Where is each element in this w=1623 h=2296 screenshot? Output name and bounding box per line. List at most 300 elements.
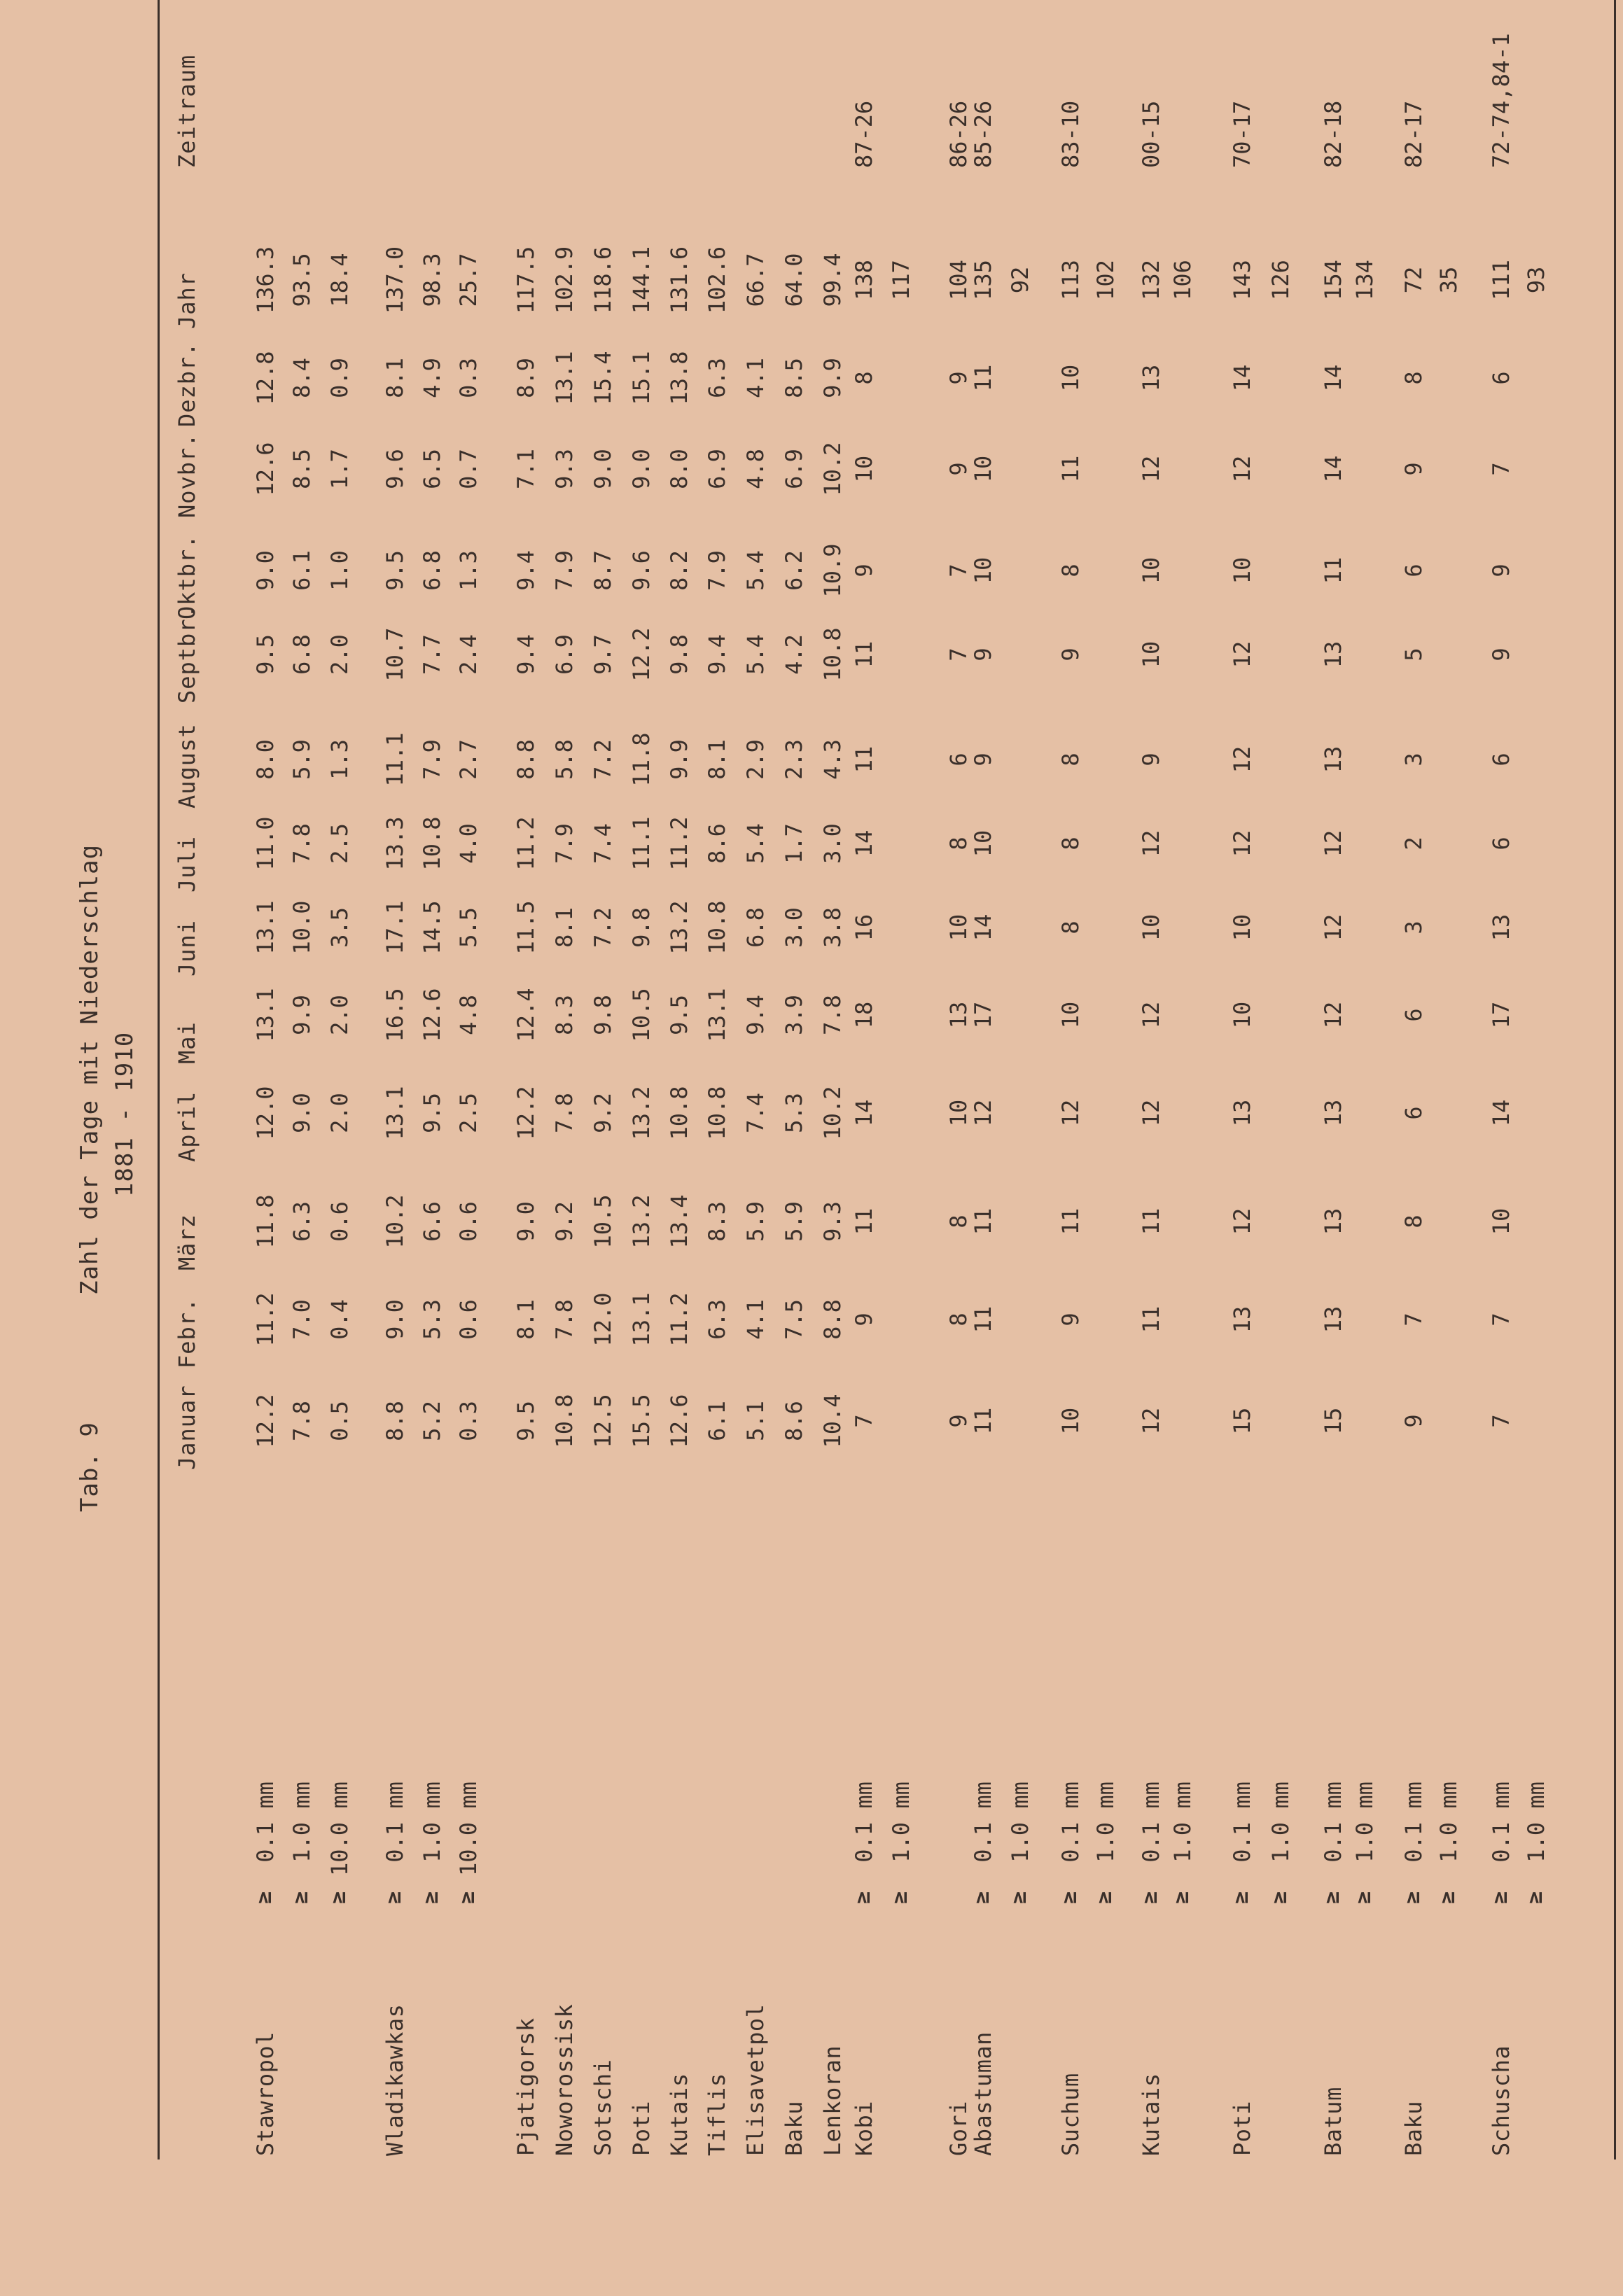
column-header: Zeitraum — [174, 54, 200, 168]
month-value-cell: 9.9 — [666, 739, 692, 780]
month-value-cell: 11 — [1138, 1306, 1164, 1334]
station-name: Batum — [1320, 2087, 1346, 2156]
month-value-cell: 9.0 — [382, 1299, 408, 1340]
year-total-cell: 144.1 — [628, 246, 655, 314]
month-value-cell: 6.5 — [419, 449, 445, 489]
table-row — [1435, 0, 1461, 2296]
table-row — [1092, 0, 1117, 2296]
month-value-cell: 11 — [970, 1208, 996, 1236]
month-value-cell: 1.7 — [781, 823, 807, 864]
month-value-cell: 13 — [1320, 1099, 1346, 1127]
month-value-cell: 11 — [1138, 1208, 1164, 1236]
column-header: Febr. — [174, 1297, 200, 1368]
period-cell: 00-15 — [1138, 100, 1164, 168]
month-value-cell: 8.0 — [666, 449, 692, 489]
month-value-cell: 7 — [1488, 462, 1514, 476]
year-total-cell: 64.0 — [781, 253, 807, 307]
month-value-cell: 11 — [1320, 556, 1346, 584]
month-value-cell: 12.6 — [252, 442, 279, 496]
month-value-cell: 9.5 — [666, 995, 692, 1035]
month-value-cell: 10.8 — [704, 900, 730, 955]
month-value-cell: 12.2 — [628, 627, 655, 682]
month-value-cell: 5.4 — [742, 550, 769, 591]
table-row — [1007, 0, 1032, 2296]
threshold-symbol: ≥ — [1351, 1891, 1376, 1904]
threshold-value: 1.0 mm — [288, 1782, 315, 1876]
month-value-cell: 4.8 — [455, 995, 482, 1035]
month-value-cell: 3.8 — [819, 907, 846, 948]
month-value-cell: 4.1 — [742, 1299, 769, 1340]
column-header: Jahr — [174, 272, 200, 329]
threshold-symbol: ≥ — [1057, 1891, 1082, 1904]
month-value-cell: 0.5 — [326, 1401, 353, 1441]
month-value-cell: 12 — [1138, 1407, 1164, 1435]
table-row — [252, 0, 277, 2296]
month-value-cell: 11 — [851, 640, 877, 668]
year-total-cell: 117 — [888, 260, 914, 300]
month-value-cell: 5.3 — [781, 1093, 807, 1133]
month-value-cell: 7.9 — [419, 739, 445, 780]
threshold-value: 0.1 mm — [1320, 1782, 1346, 1876]
month-value-cell: 9.8 — [628, 907, 655, 948]
month-value-cell: 11.1 — [382, 732, 408, 787]
month-value-cell: 10.2 — [819, 1086, 846, 1140]
table-number: Tab. 9 — [76, 1422, 104, 1512]
month-value-cell: 8 — [945, 1312, 972, 1326]
month-value-cell: 7.5 — [781, 1299, 807, 1340]
month-value-cell: 12.5 — [590, 1394, 616, 1448]
station-name: Abastuman — [970, 2031, 996, 2156]
table-row — [628, 0, 653, 2296]
month-value-cell: 2.9 — [742, 739, 769, 780]
period-cell: 82-17 — [1400, 100, 1427, 168]
year-total-cell: 35 — [1435, 266, 1462, 294]
year-total-cell: 93 — [1523, 266, 1549, 294]
month-value-cell: 9.3 — [819, 1201, 846, 1242]
month-value-cell: 14 — [1320, 364, 1346, 392]
month-value-cell: 5.8 — [551, 739, 578, 780]
threshold-value: 0.1 mm — [970, 1782, 996, 1876]
table-row — [888, 0, 913, 2296]
month-value-cell: 5.5 — [455, 907, 482, 948]
column-header: Juni — [174, 919, 200, 976]
threshold-symbol: ≥ — [1092, 1891, 1117, 1904]
table-row — [288, 0, 314, 2296]
month-value-cell: 15.4 — [590, 351, 616, 405]
month-value-cell: 10 — [1057, 364, 1084, 392]
month-value-cell: 12 — [1229, 640, 1255, 668]
month-value-cell: 9.0 — [513, 1201, 539, 1242]
threshold-symbol: ≥ — [1488, 1891, 1512, 1904]
table-period: 1881 - 1910 — [111, 1031, 139, 1197]
month-value-cell: 13.1 — [628, 1292, 655, 1347]
threshold-symbol: ≥ — [382, 1891, 406, 1904]
threshold-symbol: ≥ — [1267, 1891, 1292, 1904]
year-total-cell: 72 — [1400, 266, 1427, 294]
threshold-symbol: ≥ — [888, 1891, 912, 1904]
table-row — [419, 0, 444, 2296]
month-value-cell: 10 — [970, 830, 996, 858]
month-value-cell: 13.1 — [252, 988, 279, 1042]
station-name: Lenkoran — [819, 2045, 846, 2156]
table-row — [1057, 0, 1082, 2296]
month-value-cell: 8.1 — [704, 739, 730, 780]
column-header: Januar — [174, 1385, 200, 1470]
year-total-cell: 99.4 — [819, 253, 846, 307]
station-name: Baku — [781, 2100, 807, 2156]
table-row — [1138, 0, 1163, 2296]
month-value-cell: 6.8 — [288, 634, 315, 675]
year-total-cell: 113 — [1057, 260, 1084, 300]
column-header: Dezbr. — [174, 342, 200, 427]
month-value-cell: 17 — [1488, 1001, 1514, 1029]
month-value-cell: 11 — [851, 746, 877, 774]
month-value-cell: 8 — [1400, 1214, 1427, 1228]
month-value-cell: 7.4 — [742, 1093, 769, 1133]
month-value-cell: 11.0 — [252, 816, 279, 871]
table-row — [1267, 0, 1293, 2296]
month-value-cell: 6.2 — [781, 550, 807, 591]
month-value-cell: 13.1 — [382, 1086, 408, 1140]
month-value-cell: 9.6 — [628, 550, 655, 591]
month-value-cell: 9.2 — [551, 1201, 578, 1242]
month-value-cell: 2.0 — [326, 634, 353, 675]
station-name: Kutais — [666, 2073, 692, 2156]
month-value-cell: 9.8 — [590, 995, 616, 1035]
month-value-cell: 13 — [1320, 746, 1346, 774]
station-name: Pjatigorsk — [513, 2017, 539, 2156]
threshold-value: 0.1 mm — [851, 1782, 877, 1876]
month-value-cell: 0.6 — [326, 1201, 353, 1242]
month-value-cell: 10.5 — [628, 988, 655, 1042]
month-value-cell: 7.2 — [590, 907, 616, 948]
month-value-cell: 6 — [1488, 836, 1514, 850]
month-value-cell: 12 — [1138, 1001, 1164, 1029]
year-total-cell: 154 — [1320, 260, 1346, 300]
year-total-cell: 92 — [1007, 266, 1033, 294]
column-header: Oktbr. — [174, 534, 200, 620]
station-name: Noworossisk — [551, 2003, 578, 2156]
year-total-cell: 104 — [945, 260, 972, 300]
month-value-cell: 2.0 — [326, 995, 353, 1035]
station-name: Schuscha — [1488, 2045, 1514, 2156]
month-value-cell: 5.4 — [742, 634, 769, 675]
month-value-cell: 6.3 — [704, 1299, 730, 1340]
threshold-symbol: ≥ — [1400, 1891, 1425, 1904]
month-value-cell: 6.9 — [551, 634, 578, 675]
month-value-cell: 8.8 — [513, 739, 539, 780]
month-value-cell: 17 — [970, 1001, 996, 1029]
month-value-cell: 13.2 — [628, 1194, 655, 1249]
month-value-cell: 12 — [1320, 830, 1346, 858]
month-value-cell: 2 — [1400, 836, 1427, 850]
month-value-cell: 12.2 — [513, 1086, 539, 1140]
month-value-cell: 10.9 — [819, 543, 846, 598]
month-value-cell: 6.6 — [419, 1201, 445, 1242]
month-value-cell: 12 — [1229, 1208, 1255, 1236]
month-value-cell: 0.3 — [455, 358, 482, 398]
threshold-value: 0.1 mm — [1138, 1782, 1164, 1876]
month-value-cell: 13.3 — [382, 816, 408, 871]
month-value-cell: 10 — [1057, 1001, 1084, 1029]
month-value-cell: 6.1 — [288, 550, 315, 591]
month-value-cell: 10 — [945, 1099, 972, 1127]
month-value-cell: 7 — [1400, 1312, 1427, 1326]
threshold-symbol: ≥ — [252, 1891, 277, 1904]
month-value-cell: 13 — [945, 1001, 972, 1029]
month-value-cell: 2.5 — [455, 1093, 482, 1133]
threshold-value: 1.0 mm — [419, 1782, 445, 1876]
month-value-cell: 3.0 — [819, 823, 846, 864]
threshold-symbol: ≥ — [1138, 1891, 1162, 1904]
month-value-cell: 9 — [1488, 564, 1514, 578]
month-value-cell: 8.8 — [819, 1299, 846, 1340]
month-value-cell: 12 — [1229, 455, 1255, 483]
month-value-cell: 7 — [945, 648, 972, 662]
threshold-symbol: ≥ — [326, 1891, 351, 1904]
month-value-cell: 2.7 — [455, 739, 482, 780]
month-value-cell: 13 — [1229, 1306, 1255, 1334]
month-value-cell: 12.0 — [590, 1292, 616, 1347]
month-value-cell: 10 — [851, 455, 877, 483]
month-value-cell: 7.4 — [590, 823, 616, 864]
month-value-cell: 8.5 — [781, 358, 807, 398]
month-value-cell: 12.8 — [252, 351, 279, 405]
threshold-value: 0.1 mm — [1057, 1782, 1084, 1876]
month-value-cell: 6.1 — [704, 1401, 730, 1441]
table-row — [781, 0, 806, 2296]
station-name: Poti — [628, 2100, 655, 2156]
month-value-cell: 5.4 — [742, 823, 769, 864]
month-value-cell: 15.1 — [628, 351, 655, 405]
threshold-symbol: ≥ — [288, 1891, 313, 1904]
month-value-cell: 5.9 — [742, 1201, 769, 1242]
threshold-value: 1.0 mm — [1351, 1782, 1378, 1876]
threshold-symbol: ≥ — [1007, 1891, 1031, 1904]
month-value-cell: 9.9 — [288, 995, 315, 1035]
month-value-cell: 10.7 — [382, 627, 408, 682]
table-row — [704, 0, 729, 2296]
month-value-cell: 1.7 — [326, 449, 353, 489]
year-total-cell: 132 — [1138, 260, 1164, 300]
month-value-cell: 10 — [1229, 913, 1255, 941]
month-value-cell: 9.0 — [590, 449, 616, 489]
threshold-value: 0.1 mm — [1229, 1782, 1255, 1876]
year-total-cell: 25.7 — [455, 253, 482, 307]
month-value-cell: 10.8 — [704, 1086, 730, 1140]
year-total-cell: 136.3 — [252, 246, 279, 314]
top-rule — [158, 0, 160, 2160]
month-value-cell: 12 — [1229, 746, 1255, 774]
month-value-cell: 7.9 — [551, 823, 578, 864]
table-title: Zahl der Tage mit Niederschlag — [76, 844, 104, 1295]
threshold-value: 0.1 mm — [252, 1782, 279, 1876]
month-value-cell: 12.4 — [513, 988, 539, 1042]
threshold-symbol: ≥ — [1320, 1891, 1344, 1904]
month-value-cell: 8 — [851, 371, 877, 385]
month-value-cell: 10.2 — [819, 442, 846, 496]
year-total-cell: 111 — [1488, 260, 1514, 300]
station-name: Kutais — [1138, 2073, 1164, 2156]
month-value-cell: 7.2 — [590, 739, 616, 780]
month-value-cell: 15.5 — [628, 1394, 655, 1448]
threshold-value: 0.1 mm — [382, 1782, 408, 1876]
month-value-cell: 13.1 — [704, 988, 730, 1042]
month-value-cell: 9.5 — [382, 550, 408, 591]
month-value-cell: 13 — [1320, 1306, 1346, 1334]
month-value-cell: 8.2 — [666, 550, 692, 591]
month-value-cell: 10.5 — [590, 1194, 616, 1249]
month-value-cell: 9.6 — [382, 449, 408, 489]
period-cell: 70-17 — [1229, 100, 1255, 168]
threshold-value: 1.0 mm — [888, 1782, 914, 1876]
month-value-cell: 6 — [1400, 564, 1427, 578]
month-value-cell: 11 — [1057, 455, 1084, 483]
month-value-cell: 9.2 — [590, 1093, 616, 1133]
table-row — [1488, 0, 1513, 2296]
month-value-cell: 16 — [851, 913, 877, 941]
table-row — [851, 0, 876, 2296]
month-value-cell: 2.0 — [326, 1093, 353, 1133]
month-value-cell: 11 — [1057, 1208, 1084, 1236]
station-name: Wladikawkas — [382, 2003, 408, 2156]
station-name: Sotschi — [590, 2059, 616, 2156]
threshold-value: 1.0 mm — [1007, 1782, 1033, 1876]
month-value-cell: 9 — [970, 752, 996, 766]
month-value-cell: 9.4 — [704, 634, 730, 675]
month-value-cell: 9.0 — [628, 449, 655, 489]
month-value-cell: 0.6 — [455, 1201, 482, 1242]
threshold-value: 1.0 mm — [1092, 1782, 1119, 1876]
threshold-value: 1.0 mm — [1169, 1782, 1196, 1876]
month-value-cell: 8.9 — [513, 358, 539, 398]
month-value-cell: 7 — [1488, 1312, 1514, 1326]
year-total-cell: 143 — [1229, 260, 1255, 300]
month-value-cell: 11 — [970, 364, 996, 392]
year-total-cell: 98.3 — [419, 253, 445, 307]
month-value-cell: 10.2 — [382, 1194, 408, 1249]
month-value-cell: 11 — [970, 1407, 996, 1435]
month-value-cell: 9.0 — [252, 550, 279, 591]
table-row — [970, 0, 995, 2296]
month-value-cell: 12.6 — [419, 988, 445, 1042]
month-value-cell: 10 — [1488, 1208, 1514, 1236]
month-value-cell: 8.3 — [704, 1201, 730, 1242]
month-value-cell: 6 — [1400, 1106, 1427, 1120]
month-value-cell: 12 — [1229, 830, 1255, 858]
month-value-cell: 12 — [970, 1099, 996, 1127]
column-header: April — [174, 1091, 200, 1162]
month-value-cell: 2.3 — [781, 739, 807, 780]
month-value-cell: 8.7 — [590, 550, 616, 591]
year-total-cell: 134 — [1351, 260, 1378, 300]
month-value-cell: 11 — [970, 1306, 996, 1334]
threshold-symbol: ≥ — [455, 1891, 480, 1904]
month-value-cell: 11.2 — [252, 1292, 279, 1347]
table-row — [742, 0, 767, 2296]
month-value-cell: 9 — [945, 1414, 972, 1428]
month-value-cell: 5.9 — [781, 1201, 807, 1242]
month-value-cell: 9 — [1400, 462, 1427, 476]
month-value-cell: 0.4 — [326, 1299, 353, 1340]
month-value-cell: 4.3 — [819, 739, 846, 780]
threshold-symbol: ≥ — [1435, 1891, 1460, 1904]
month-value-cell: 6.9 — [704, 449, 730, 489]
month-value-cell: 12 — [1320, 1001, 1346, 1029]
month-value-cell: 7 — [851, 1414, 877, 1428]
month-value-cell: 10.8 — [819, 627, 846, 682]
month-value-cell: 6.8 — [419, 550, 445, 591]
month-value-cell: 10 — [1138, 556, 1164, 584]
month-value-cell: 10 — [945, 913, 972, 941]
month-value-cell: 6 — [1488, 752, 1514, 766]
column-header: Novbr. — [174, 433, 200, 518]
month-value-cell: 8.6 — [704, 823, 730, 864]
year-total-cell: 66.7 — [742, 253, 769, 307]
month-value-cell: 11 — [851, 1208, 877, 1236]
month-value-cell: 14 — [1229, 364, 1255, 392]
month-value-cell: 15 — [1229, 1407, 1255, 1435]
month-value-cell: 8 — [945, 1214, 972, 1228]
month-value-cell: 4.1 — [742, 358, 769, 398]
month-value-cell: 13.1 — [252, 900, 279, 955]
station-name: Baku — [1400, 2100, 1427, 2156]
month-value-cell: 10.8 — [666, 1086, 692, 1140]
month-value-cell: 13 — [1320, 640, 1346, 668]
threshold-symbol: ≥ — [851, 1891, 875, 1904]
year-total-cell: 106 — [1169, 260, 1196, 300]
table-row — [1351, 0, 1377, 2296]
month-value-cell: 9 — [1057, 648, 1084, 662]
threshold-value: 0.1 mm — [1400, 1782, 1427, 1876]
year-total-cell: 102.9 — [551, 246, 578, 314]
month-value-cell: 9 — [1138, 752, 1164, 766]
month-value-cell: 10 — [1057, 1407, 1084, 1435]
year-total-cell: 137.0 — [382, 246, 408, 314]
month-value-cell: 8 — [1057, 836, 1084, 850]
month-value-cell: 13 — [1488, 913, 1514, 941]
threshold-symbol: ≥ — [1169, 1891, 1194, 1904]
month-value-cell: 12.0 — [252, 1086, 279, 1140]
month-value-cell: 6 — [1400, 1008, 1427, 1022]
period-cell: 87-26 — [851, 100, 877, 168]
period-cell: 72-74,84-1 — [1488, 33, 1514, 168]
threshold-symbol: ≥ — [1229, 1891, 1253, 1904]
month-value-cell: 3 — [1400, 752, 1427, 766]
threshold-value: 1.0 mm — [1435, 1782, 1462, 1876]
month-value-cell: 7.8 — [288, 1401, 315, 1441]
table-row — [590, 0, 615, 2296]
month-value-cell: 11.2 — [513, 816, 539, 871]
month-value-cell: 7.9 — [704, 550, 730, 591]
month-value-cell: 13 — [1229, 1099, 1255, 1127]
month-value-cell: 6.8 — [742, 907, 769, 948]
period-cell: 85-26 — [970, 100, 996, 168]
month-value-cell: 12 — [1320, 913, 1346, 941]
month-value-cell: 9 — [1400, 1414, 1427, 1428]
month-value-cell: 5 — [1400, 648, 1427, 662]
month-value-cell: 8.8 — [382, 1401, 408, 1441]
month-value-cell: 1.3 — [326, 739, 353, 780]
month-value-cell: 13.4 — [666, 1194, 692, 1249]
threshold-value: 0.1 mm — [1488, 1782, 1514, 1876]
month-value-cell: 11.5 — [513, 900, 539, 955]
month-value-cell: 10 — [1229, 1001, 1255, 1029]
month-value-cell: 11.2 — [666, 1292, 692, 1347]
month-value-cell: 13.2 — [666, 900, 692, 955]
month-value-cell: 11.2 — [666, 816, 692, 871]
month-value-cell: 11.1 — [628, 816, 655, 871]
